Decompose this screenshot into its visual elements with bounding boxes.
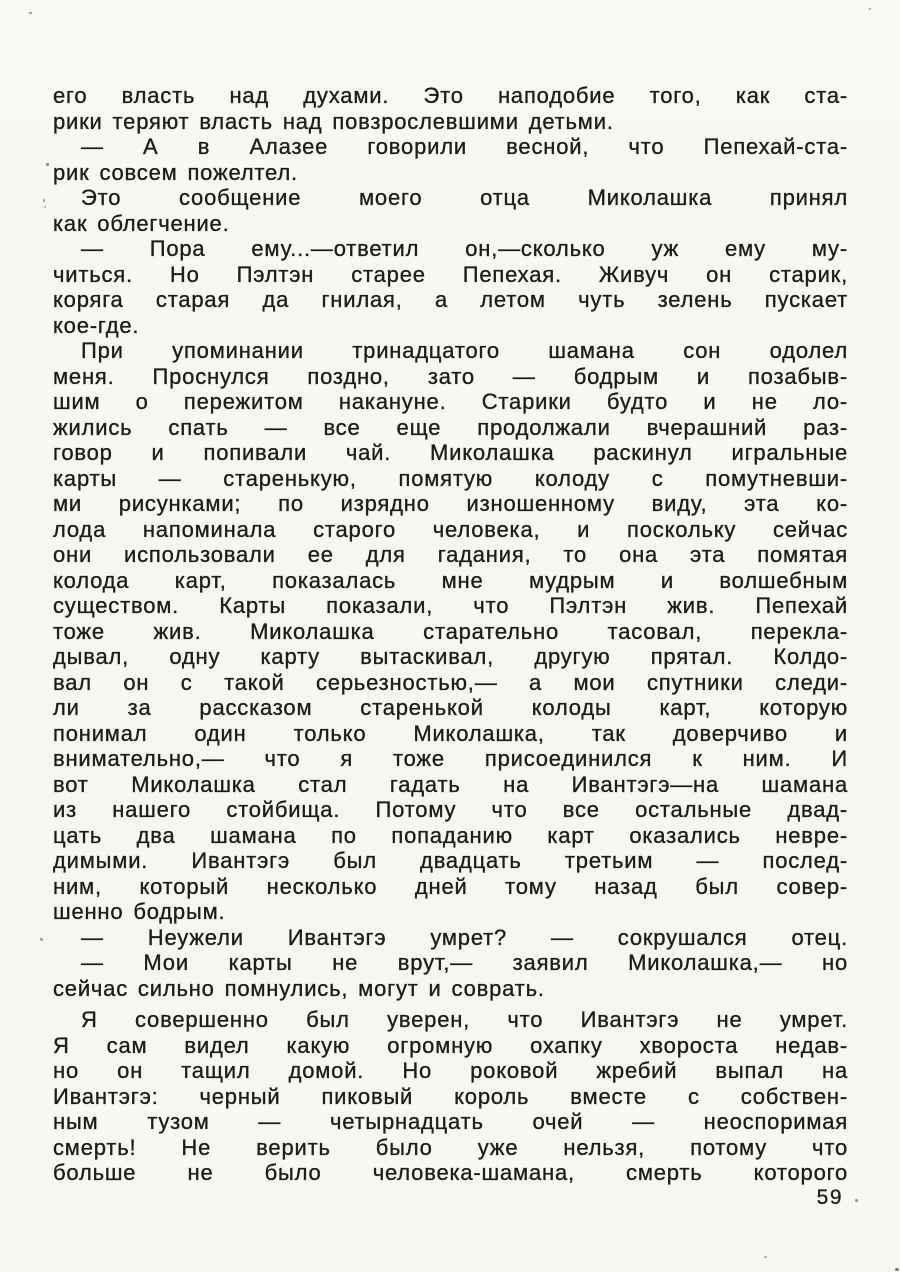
text-line: жились спать — все еще продолжали вчерашний раз- [53, 414, 848, 440]
text-line: из нашего стойбища. Потому что все остальные двад- [53, 797, 848, 822]
text-line: Я совершенно был уверен, что Ивантэгэ не умрет. [81, 1007, 848, 1032]
text-line: меня. Проснулся поздно, зато — бодрым и позабыв- [53, 363, 848, 389]
text-line: как облегчение. [53, 210, 230, 236]
text-line: кое-где. [53, 312, 140, 338]
text-line: цать два шамана по попаданию карт оказались невре- [53, 822, 848, 848]
text-line: — Мои карты не врут,— заявил Миколашка,— но [81, 950, 848, 975]
text-line: его власть над духами. Это наподобие того, как ста- [53, 83, 848, 108]
scan-speck [40, 938, 43, 941]
text-line: Это сообщение моего отца Миколашка принял [81, 185, 848, 210]
text-line: рик совсем пожелтел. [53, 159, 298, 185]
text-line: карты — старенькую, помятую колоду с помутневши- [53, 465, 848, 491]
text-line: но он тащил домой. Но роковой жребий выпал на [53, 1058, 848, 1083]
text-line: Ивантэгэ: черный пиковый король вместе с собствен- [53, 1083, 848, 1109]
text-line: рики теряют власть над повзрослевшими детьми. [53, 108, 614, 134]
text-line: сейчас сильно помнулись, могут и соврать. [53, 975, 545, 1001]
text-line: говор и попивали чай. Миколашка раскинул игральные [53, 440, 848, 465]
text-line: — Неужели Ивантэгэ умрет? — сокрушался отец. [81, 924, 848, 950]
text-line: существом. Карты показали, что Пэлтэн жив. Пепехай [53, 593, 848, 618]
text-line: тоже жив. Миколашка старательно тасовал, перекла- [53, 618, 848, 644]
text-line: вот Миколашка стал гадать на Ивантэгэ—на шамана [53, 771, 848, 797]
text-line: ним, который несколько дней тому назад был совер- [53, 873, 848, 899]
text-line: читься. Но Пэлтэн старее Пепехая. Живуч он старик, [53, 261, 848, 287]
text-line: понимал один только Миколашка, так доверчиво и [53, 720, 848, 746]
scan-speck [764, 1256, 767, 1258]
text-block [53, 83, 848, 1186]
text-line: димыми. Ивантэгэ был двадцать третьим — послед- [53, 848, 848, 873]
text-line: шенно бодрым. [53, 899, 226, 924]
text-line: — А в Алазее говорили весной, что Пепехай-ста- [81, 134, 848, 159]
text-line: смерть! Не верить было уже нельзя, потому что [53, 1134, 848, 1160]
text-line: дывал, одну карту вытаскивал, другую прятал. Колдо- [53, 644, 848, 669]
page-number: 59 [816, 1186, 843, 1209]
text-line: вал он с такой серьезностью,— а мои спутники следи- [53, 669, 848, 695]
text-line: внимательно,— что я тоже присоединился к ним. И [53, 746, 848, 771]
text-line: шим о пережитом накануне. Старики будто и не ло- [53, 389, 848, 414]
scan-speck [43, 199, 45, 202]
text-line: Я сам видел какую огромную охапку хвороста недав- [53, 1032, 848, 1058]
text-line: колода карт, показалась мне мудрым и волшебным [53, 567, 848, 593]
scan-speck [869, 8, 871, 10]
scan-speck [46, 163, 49, 166]
text-line: — Пора ему...—ответил он,—сколько уж ему му- [81, 236, 848, 261]
scan-speck [855, 1199, 858, 1202]
scan-speck [528, 1177, 530, 1179]
text-line: коряга старая да гнилая, а летом чуть зелень пускает [53, 287, 848, 312]
scan-speck [29, 12, 32, 14]
text-line: ным тузом — четырнадцать очей — неоспоримая [53, 1109, 848, 1134]
text-line: ли за рассказом старенькой колоды карт, которую [53, 695, 848, 720]
scan-speck [895, 1268, 899, 1271]
scan-speck [44, 206, 46, 208]
text-line: они использовали ее для гадания, то она эта помятая [53, 542, 848, 567]
text-line: лода напоминала старого человека, и поскольку сейчас [53, 516, 848, 542]
text-line: больше не было человека-шамана, смерть которого [53, 1160, 848, 1185]
text-line: При упоминании тринадцатого шамана сон одолел [81, 338, 848, 363]
text-line: ми рисунками; по изрядно изношенному виду, эта ко- [53, 491, 848, 516]
